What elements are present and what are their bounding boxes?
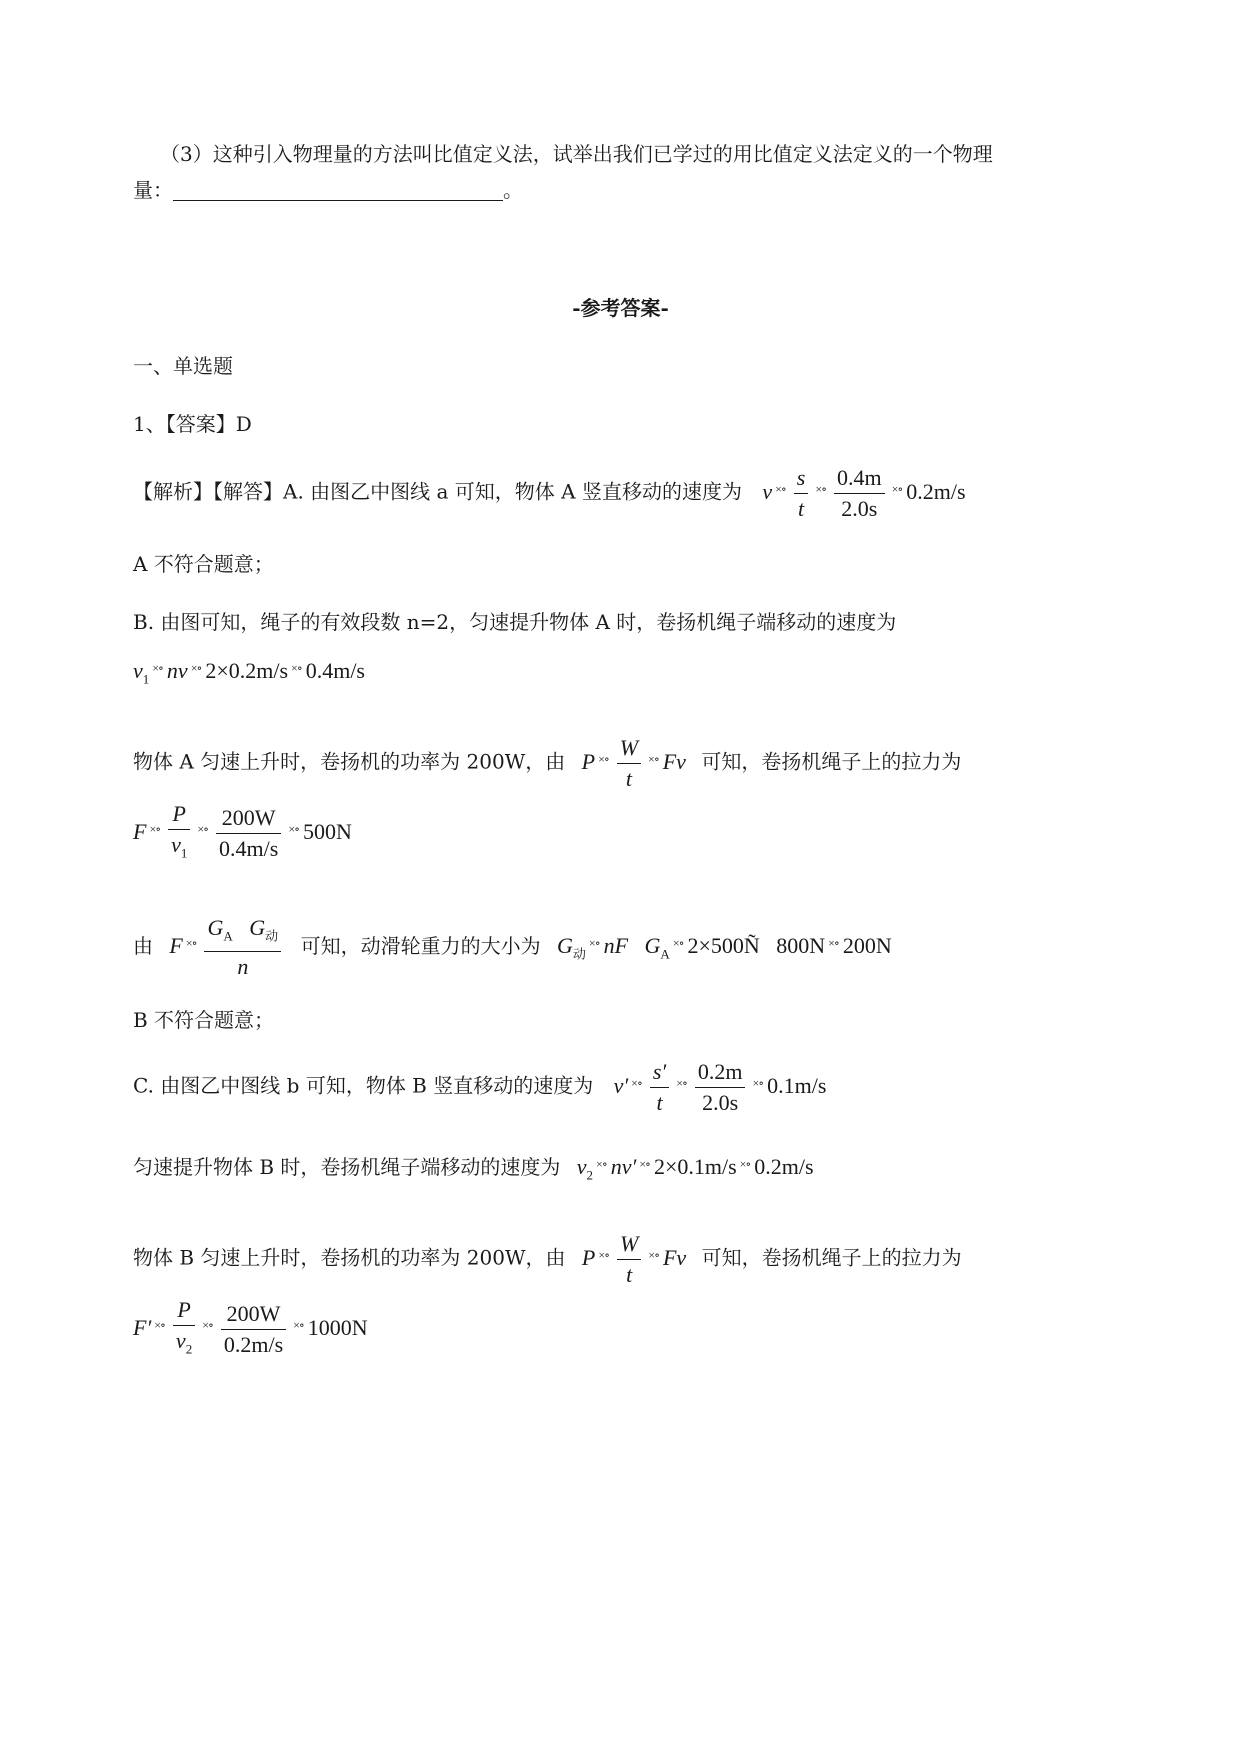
formula-v2: $v_2^{\times\circ}$ nv′ ×∘ 2×0.1m/s ×∘ 0.2m/s bbox=[576, 1154, 814, 1183]
answer-blank[interactable] bbox=[173, 178, 503, 201]
answer-title: -参考答案- bbox=[572, 296, 669, 320]
analysis-a-conclusion: A 不符合题意； bbox=[133, 552, 274, 576]
analysis-c-line-3: 物体 B 匀速上升时，卷扬机的功率为 200W，由 P ×∘ $\frac{W}{t}$ ×∘ Fv 可知，卷扬机绳子上的拉力为 bbox=[133, 1231, 962, 1287]
q3-suffix: 。 bbox=[503, 178, 523, 202]
formula-vb: v′ ×∘ $\frac{s'}{t}$ ×∘ $\frac{0.2m}{2.0s}$ ×∘ 0.1m/s bbox=[613, 1059, 827, 1115]
analysis-a-line bbox=[133, 464, 966, 523]
analysis-b-text: B. 由图可知，绳子的有效段数 n=2，匀速提升物体 A 时，卷扬机绳子端移动的速度为 bbox=[133, 610, 897, 634]
section-title: 一、单选题 bbox=[133, 354, 233, 378]
analysis-c-line: C. 由图乙中图线 b 可知，物体 B 竖直移动的速度为 v′ ×∘ $\frac{s'}{t}$ ×∘ $\frac{0.2m}{2.0s}$ ×∘ 0.1m/s bbox=[133, 1059, 827, 1115]
formula-power-b: P ×∘ $\frac{W}{t}$ ×∘ Fv bbox=[581, 1231, 687, 1287]
formula-va: v ×∘ $\frac{s}{t}$ ×∘ $\frac{0.4m}{2.0s}$ ×∘ 0.2m/s bbox=[762, 465, 966, 521]
analysis-b-line-4: 由 F ×∘ $\frac{G_A G_动}{n}$ 可知，动滑轮重力的大小为 $G_动^{\times\circ}$ nF $G_A^{\times\circ}$ 2×500Ñ 800N ×∘ 200N bbox=[133, 915, 892, 980]
analysis-c-line-2: 匀速提升物体 B 时，卷扬机绳子端移动的速度为 $v_2^{\times\circ}$ nv′ ×∘ 2×0.1m/s ×∘ 0.2m/s bbox=[133, 1154, 814, 1183]
formula-force-a: F ×∘ $\frac{P}{v_1}$ ×∘ $\frac{200W}{0.4m/s}$ ×∘ 500N bbox=[133, 801, 352, 862]
analysis-a-text: 【解析】【解答】A. 由图乙中图线 a 可知，物体 A 竖直移动的速度为 bbox=[133, 479, 742, 504]
q3-prefix: 量： bbox=[133, 178, 173, 202]
formula-force-b: F′ ×∘ $\frac{P}{v_2}$ ×∘ $\frac{200W}{0.2m/s}$ ×∘ 1000N bbox=[133, 1297, 368, 1358]
analysis-b-conclusion: B 不符合题意； bbox=[133, 1008, 275, 1032]
q3-line-2 bbox=[133, 176, 523, 204]
analysis-b-line-2: 物体 A 匀速上升时，卷扬机的功率为 200W，由 P ×∘ $\frac{W}{t}$ ×∘ Fv 可知，卷扬机绳子上的拉力为 bbox=[133, 735, 962, 791]
q3-line-1 bbox=[160, 140, 993, 168]
q3-text: （3）这种引入物理量的方法叫比值定义法，试举出我们已学过的用比值定义法定义的一个物理 bbox=[160, 142, 993, 166]
formula-force-sum: F ×∘ $\frac{G_A G_动}{n}$ bbox=[169, 933, 290, 958]
formula-pulley-weight: $G_动^{\times\circ}$ nF $G_A^{\times\circ}$ 2×500Ñ 800N ×∘ 200N bbox=[557, 932, 892, 962]
formula-v1: $v_1^{\times\circ}$ nv ×∘ 2×0.2m/s ×∘ 0.4m/s bbox=[133, 658, 365, 687]
formula-power-a: P ×∘ $\frac{W}{t}$ ×∘ Fv bbox=[581, 735, 686, 791]
q1-answer: 1、【答案】D bbox=[133, 412, 252, 436]
